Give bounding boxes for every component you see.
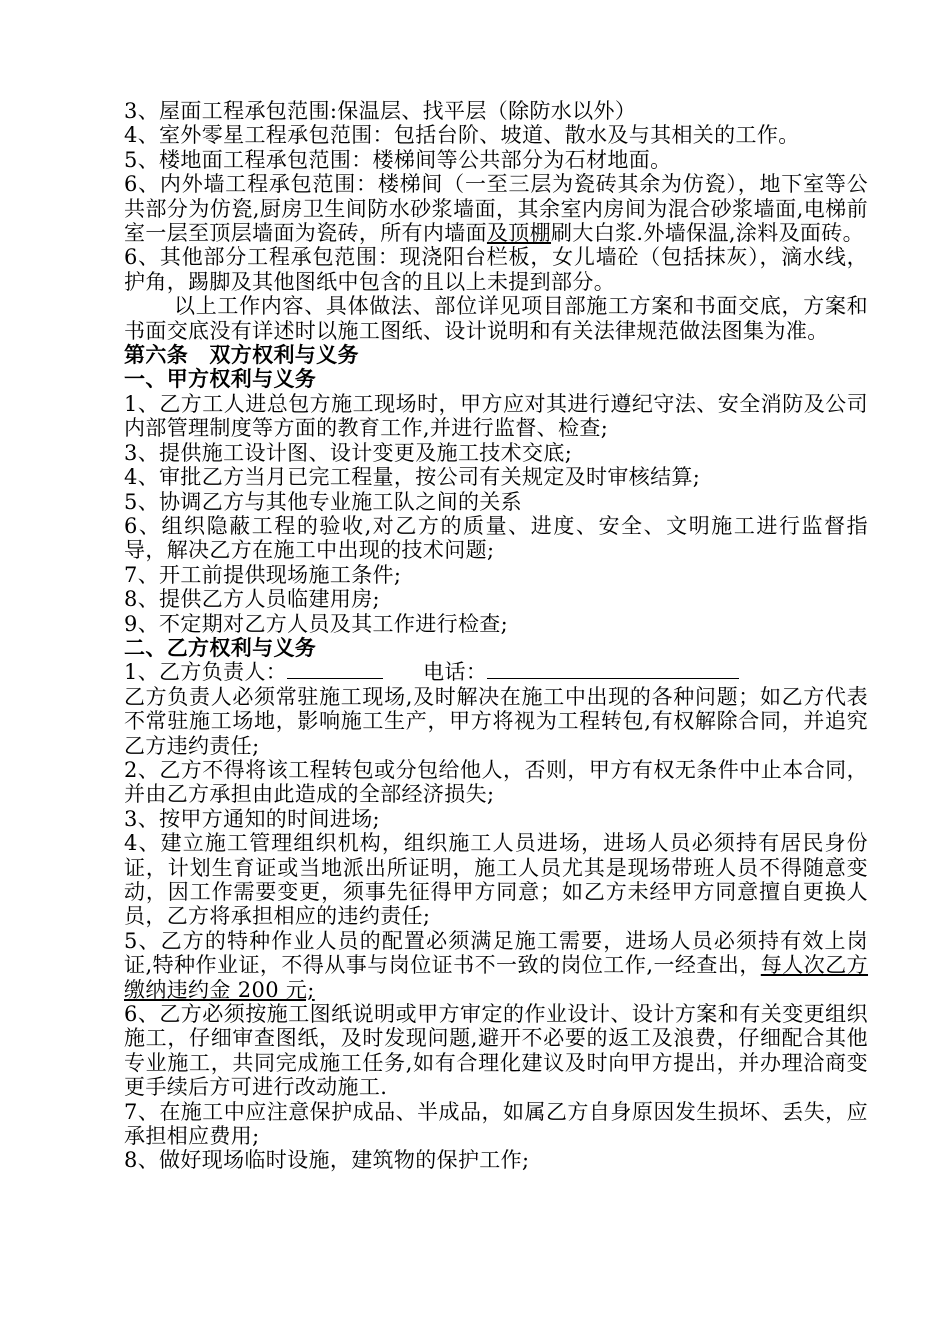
phone-blank[interactable] xyxy=(487,660,739,679)
clause-outdoor-scope: 4、室外零星工程承包范围：包括台阶、坡道、散水及与其相关的工作。 xyxy=(124,123,800,148)
clause-roof-scope: 3、屋面工程承包范围:保温层、找平层（除防水以外） xyxy=(124,99,637,123)
clause-wall-scope-text-end: 刷大白浆.外墙保温,涂料及面砖。 xyxy=(551,221,864,246)
party-b-item-2: 2、乙方不得将该工程转包或分包给他人，否则，甲方有权无条件中止本合同，并由乙方承担由此造成的全部经济损失; xyxy=(124,757,868,807)
article-6-heading: 第六条 双方权利与义务 xyxy=(124,342,359,368)
party-b-heading: 二、乙方权利与义务 xyxy=(124,634,317,660)
party-b-item-1-text: 乙方负责人必须常驻施工现场,及时解决在施工中出现的各种问题；如乙方代表不常驻施工场地，影响施工生产，甲方将视为工程转包,有权解除合同，并追究乙方违约责任; xyxy=(124,684,868,758)
phone-label: 电话： xyxy=(423,660,488,685)
clause-floor-scope: 5、楼地面工程承包范围：楼梯间等公共部分为石材地面。 xyxy=(124,147,672,172)
party-b-item-4: 4、建立施工管理组织机构，组织施工人员进场，进场人员必须持有居民身份证，计划生育证或当地派出所证明，施工人员尤其是现场带班人员不得随意变动，因工作需要变更，须事先征得甲方同意；如乙方未经甲方同意擅自更换人员，乙方将承担相应的违约责任; xyxy=(124,831,868,929)
party-b-item-1-line xyxy=(124,660,868,684)
party-b-item-5-text: 5、乙方的特种作业人员的配置必须满足施工需要，进场人员必须持有效上岗证,特种作业证，不得从事与岗位证书不一致的岗位工作,一经查出， xyxy=(124,928,868,978)
underlined-penalty-text: 每人次乙方缴纳违约金 200 元; xyxy=(124,953,869,1002)
clause-wall-scope xyxy=(124,172,868,245)
party-a-item-8: 8、提供乙方人员临建用房; xyxy=(124,587,380,612)
party-b-item-7: 7、在施工中应注意保护成品、半成品，如属乙方自身原因发生损坏、丢失，应承担相应费用; xyxy=(124,1099,868,1149)
party-a-item-9: 9、不定期对乙方人员及其工作进行检查; xyxy=(124,611,509,636)
party-b-item-6: 6、乙方必须按施工图纸说明或甲方审定的作业设计、设计方案和有关变更组织施工，仔细审查图纸，及时发现问题,避开不必要的返工及浪费，仔细配合其他专业施工，共同完成施工任务,如有合理化建议及时向甲方提出，并办理洽商变更手续后方可进行改动施工. xyxy=(124,1002,868,1100)
party-a-item-6: 6、组织隐蔽工程的验收,对乙方的质量、进度、安全、文明施工进行监督指导，解决乙方在施工中出现的技术问题; xyxy=(124,513,868,563)
party-a-item-7: 7、开工前提供现场施工条件; xyxy=(124,562,402,587)
clause-other-scope: 6、其他部分工程承包范围：现浇阳台栏板，女儿墙砼（包括抹灰），滴水线，护角，踢脚及其他图纸中包含的且以上未提到部分。 xyxy=(124,245,868,294)
document-page xyxy=(124,99,868,1173)
clause-wall-scope-text: 6、内外墙工程承包范围：楼梯间（一至三层为瓷砖其余为仿瓷），地下室等公共部分为仿瓷,厨房卫生间防水砂浆墙面，其余室内房间为混合砂浆墙面,电梯前室一层至顶层墙面为瓷砖，所有内墙面 xyxy=(124,172,868,246)
party-b-item-5 xyxy=(124,929,868,1002)
party-a-item-1: 1、乙方工人进总包方施工现场时，甲方应对其进行遵纪守法、安全消防及公司内部管理制度等方面的教育工作,并进行监督、检查; xyxy=(124,391,868,441)
party-a-item-5: 5、协调乙方与其他专业施工队之间的关系 xyxy=(124,489,523,514)
rep-name-blank[interactable] xyxy=(287,660,383,679)
party-a-item-4: 4、审批乙方当月已完工程量，按公司有关规定及时审核结算; xyxy=(124,465,701,490)
underlined-ceiling-text: 及顶棚 xyxy=(486,221,552,246)
party-a-heading: 一、甲方权利与义务 xyxy=(124,366,317,392)
party-b-item-3: 3、按甲方通知的时间进场; xyxy=(124,806,380,831)
party-a-item-3: 3、提供施工设计图、设计变更及施工技术交底; xyxy=(124,440,573,465)
party-b-rep-label: 1、乙方负责人： xyxy=(124,660,288,685)
party-b-item-8: 8、做好现场临时设施，建筑物的保护工作; xyxy=(124,1148,530,1173)
clause-scope-note: 以上工作内容、具体做法、部位详见项目部施工方案和书面交底，方案和书面交底没有详述时以施工图纸、设计说明和有关法律规范做法图集为准。 xyxy=(124,294,868,343)
